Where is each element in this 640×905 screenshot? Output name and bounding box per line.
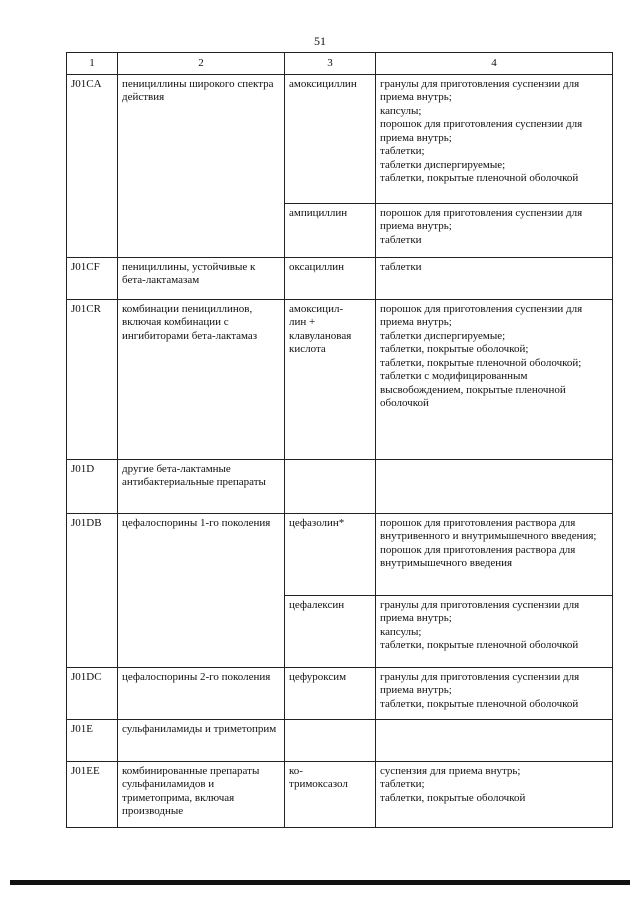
column-header: 1 — [67, 53, 118, 75]
forms-cell: порошок для приготовления суспензии для приема внутрь; таблетки диспергируемые; таблетки, покрытые оболочкой; таблетки, покрытые пленочной оболочкой; таблетки с модифицированным высвобождением, покрытые пленочной оболочкой — [376, 299, 613, 459]
forms-cell: таблетки — [376, 257, 613, 299]
table-row — [67, 299, 613, 459]
forms-cell — [376, 459, 613, 513]
atc-code-cell: J01DC — [67, 667, 118, 719]
column-header: 2 — [118, 53, 285, 75]
drug-cell: ко- тримоксазол — [285, 761, 376, 827]
table-row — [67, 761, 613, 827]
drug-cell: цефалексин — [285, 595, 376, 667]
forms-cell: порошок для приготовления раствора для внутривенного и внутримышечного введения; порошок для приготовления раствора для внутримышечного введения — [376, 513, 613, 595]
atc-code-cell: J01CR — [67, 299, 118, 459]
forms-cell: гранулы для приготовления суспензии для приема внутрь; капсулы; таблетки, покрытые пленочной оболочкой — [376, 595, 613, 667]
table-row — [67, 719, 613, 761]
group-cell: цефалоспорины 2-го поколения — [118, 667, 285, 719]
group-cell: сульфаниламиды и триметоприм — [118, 719, 285, 761]
table-row — [67, 74, 613, 203]
forms-cell: суспензия для приема внутрь; таблетки; таблетки, покрытые оболочкой — [376, 761, 613, 827]
atc-code-cell: J01E — [67, 719, 118, 761]
drug-cell — [285, 459, 376, 513]
group-cell: другие бета-лактамные антибактериальные препараты — [118, 459, 285, 513]
drug-cell: ампициллин — [285, 203, 376, 257]
atc-code-cell: J01D — [67, 459, 118, 513]
scan-border-line — [10, 880, 630, 885]
column-header: 3 — [285, 53, 376, 75]
forms-cell: порошок для приготовления суспензии для приема внутрь; таблетки — [376, 203, 613, 257]
atc-code-cell: J01CF — [67, 257, 118, 299]
atc-code-cell: J01CA — [67, 74, 118, 257]
forms-cell: гранулы для приготовления суспензии для приема внутрь; таблетки, покрытые пленочной оболочкой — [376, 667, 613, 719]
drug-cell: амоксицил- лин + клавулановая кислота — [285, 299, 376, 459]
page-number: 51 — [314, 34, 326, 48]
drug-cell: оксациллин — [285, 257, 376, 299]
drug-cell: амоксициллин — [285, 74, 376, 203]
group-cell: пенициллины, устойчивые к бета-лактамазам — [118, 257, 285, 299]
drug-cell: цефазолин* — [285, 513, 376, 595]
forms-cell: гранулы для приготовления суспензии для приема внутрь; капсулы; порошок для приготовления суспензии для приема внутрь; таблетки; таблетки диспергируемые; таблетки, покрытые пленочной оболочкой — [376, 74, 613, 203]
atc-code-cell: J01DB — [67, 513, 118, 667]
drug-cell — [285, 719, 376, 761]
table-row — [67, 667, 613, 719]
drug-cell: цефуроксим — [285, 667, 376, 719]
column-header: 4 — [376, 53, 613, 75]
group-cell: комбинации пенициллинов, включая комбинации с ингибиторами бета-лактамаз — [118, 299, 285, 459]
group-cell: цефалоспорины 1-го поколения — [118, 513, 285, 667]
table-row — [67, 459, 613, 513]
table-header-row — [67, 53, 613, 75]
drug-table — [66, 52, 613, 828]
forms-cell — [376, 719, 613, 761]
group-cell: комбинированные препараты сульфаниламидов и триметоприма, включая производные — [118, 761, 285, 827]
atc-code-cell: J01EE — [67, 761, 118, 827]
table-row — [67, 513, 613, 595]
table-row — [67, 257, 613, 299]
group-cell: пенициллины широкого спектра действия — [118, 74, 285, 257]
